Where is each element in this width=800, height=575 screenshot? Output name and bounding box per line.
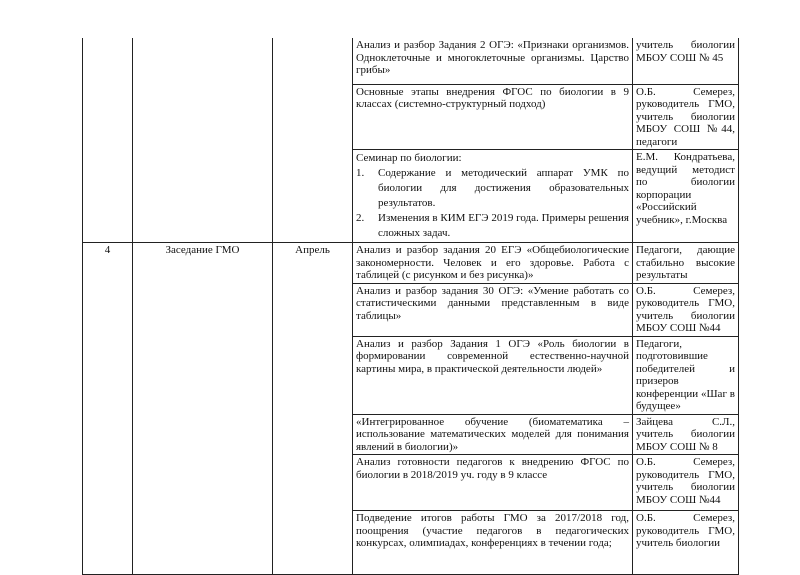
table-row <box>83 38 739 84</box>
item-text: Содержание и методический аппарат УМК по биологии для достижения образовательных результатов. <box>378 167 629 209</box>
topic-cell: Основные этапы внедрения ФГОС по биологии в 9 классах (системно-структурный подход) <box>353 84 633 150</box>
topic-cell: Анализ и разбор задания 20 ЕГЭ «Общебиологические закономерности. Человек и его здоровье. Работа с таблицей (с рисунком и без рисунка)» <box>353 243 633 284</box>
table-row <box>83 243 739 284</box>
list-item <box>356 211 629 241</box>
responsible-cell: учитель биологии МБОУ СОШ № 45 <box>633 38 739 84</box>
month-cell <box>273 38 353 243</box>
responsible-cell: О.Б. Семерез, руководитель ГМО, учитель биологии <box>633 511 739 575</box>
item-number: 2. <box>356 212 365 224</box>
item-text: Изменения в КИМ ЕГЭ 2019 года. Примеры решения сложных задач. <box>378 212 629 239</box>
responsible-cell: О.Б. Семерез, руководитель ГМО, учитель биологии МБОУ СОШ №44 <box>633 455 739 511</box>
num-cell <box>83 38 133 243</box>
topic-cell: Анализ готовности педагогов к внедрению ФГОС по биологии в 2018/2019 уч. году в 9 классе <box>353 455 633 511</box>
seminar-cell <box>353 150 633 243</box>
month-cell: Апрель <box>273 243 353 575</box>
num-cell: 4 <box>83 243 133 575</box>
responsible-cell: О.Б. Семерез, руководитель ГМО, учитель биологии МБОУ СОШ №44 <box>633 283 739 336</box>
responsible-cell: Зайцева С.Л., учитель биологии МБОУ СОШ № 8 <box>633 414 739 455</box>
topic-cell: Анализ и разбор Задания 1 ОГЭ «Роль биологии в формировании современной естественно-научной картины мира, в практической деятельности людей» <box>353 336 633 414</box>
topic-cell: Анализ и разбор Задания 2 ОГЭ: «Признаки организмов. Одноклеточные и многоклеточные организмы. Царство грибы» <box>353 38 633 84</box>
plan-table <box>82 38 739 575</box>
responsible-cell: Педагоги, дающие стабильно высокие результаты <box>633 243 739 284</box>
event-cell <box>133 38 273 243</box>
responsible-cell: Педагоги, подготовившие победителей и призеров конференции «Шаг в будущее» <box>633 336 739 414</box>
item-number: 1. <box>356 167 365 179</box>
list-item <box>356 166 629 211</box>
topic-cell: Анализ и разбор задания 30 ОГЭ: «Умение работать со статистическими данными представленным в виде таблицы» <box>353 283 633 336</box>
seminar-title: Семинар по биологии: <box>356 152 462 164</box>
event-cell: Заседание ГМО <box>133 243 273 575</box>
responsible-cell: Е.М. Кондратьева, ведущий методист по биологии корпорации «Российский учебник», г.Москва <box>633 150 739 243</box>
responsible-cell: О.Б. Семерез, руководитель ГМО, учитель биологии МБОУ СОШ №44, педагоги <box>633 84 739 150</box>
topic-cell: «Интегрированное обучение (биоматематика – использование математических моделей для понимания явлений в биологии)» <box>353 414 633 455</box>
topic-cell: Подведение итогов работы ГМО за 2017/2018 год, поощрения (участие педагогов в педагогических конкурсах, олимпиадах, конференциях в течении года; <box>353 511 633 575</box>
